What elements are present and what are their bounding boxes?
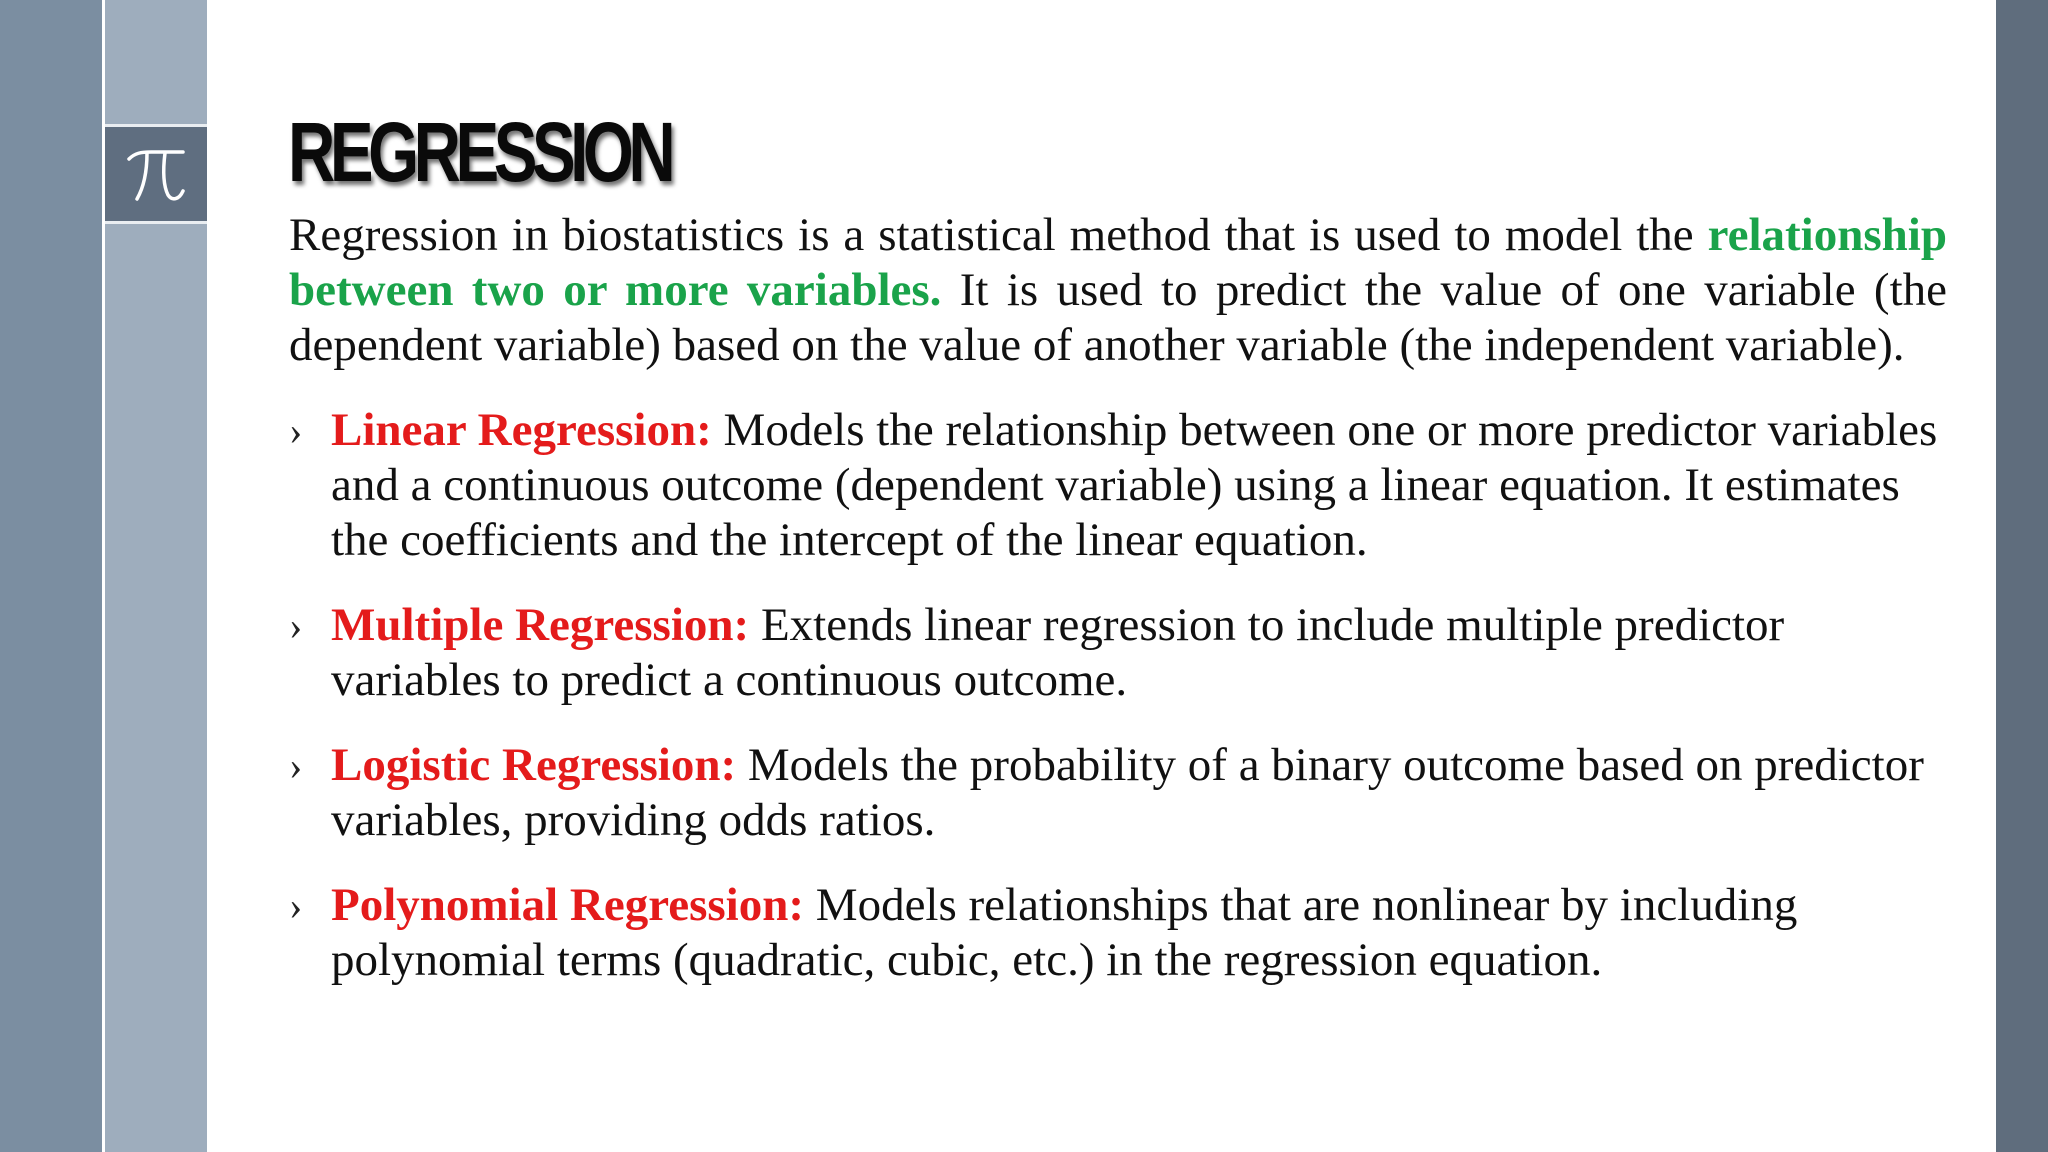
pi-icon — [121, 139, 191, 209]
term-logistic-regression: Logistic Regression: — [331, 739, 737, 791]
list-item-multiple-regression — [289, 598, 1947, 708]
term-multiple-regression: Multiple Regression: — [331, 599, 750, 651]
chevron-right-icon: › — [289, 408, 303, 453]
intro-highlight: relationship between two or more variables. — [289, 209, 1947, 316]
term-polynomial-regression: Polynomial Regression: — [331, 879, 805, 931]
left-sidebar-outer-band — [0, 0, 102, 1152]
chevron-right-icon: › — [289, 883, 303, 928]
chevron-right-icon: › — [289, 603, 303, 648]
list-item-logistic-regression — [289, 738, 1947, 848]
list-item-polynomial-regression — [289, 878, 1947, 988]
description-polynomial-regression: Models relationships that are nonlinear by including polynomial terms (quadratic, cubic, etc.) in the regression equation. — [331, 879, 1798, 986]
pi-logo-box — [105, 124, 207, 224]
list-item-linear-regression — [289, 403, 1947, 568]
slide-title: REGRESSION — [288, 105, 671, 199]
right-edge-band — [1996, 0, 2048, 1152]
chevron-right-icon: › — [289, 743, 303, 788]
description-logistic-regression: Models the probability of a binary outcome based on predictor variables, providing odds ratios. — [331, 739, 1924, 846]
slide-content — [289, 208, 1947, 1018]
intro-text-before: Regression in biostatistics is a statistical method that is used to model the — [289, 209, 1708, 261]
description-multiple-regression: Extends linear regression to include multiple predictor variables to predict a continuous outcome. — [331, 599, 1785, 706]
intro-paragraph — [289, 208, 1947, 373]
intro-text-after: It is used to predict the value of one variable (the dependent variable) based on the value of another variable (the independent variable). — [289, 264, 1947, 371]
description-linear-regression: Models the relationship between one or more predictor variables and a continuous outcome (dependent variable) using a linear equation. It estimates the coefficients and the intercept of the linear equation. — [331, 404, 1938, 566]
term-linear-regression: Linear Regression: — [331, 404, 712, 456]
regression-types-list — [289, 403, 1947, 988]
